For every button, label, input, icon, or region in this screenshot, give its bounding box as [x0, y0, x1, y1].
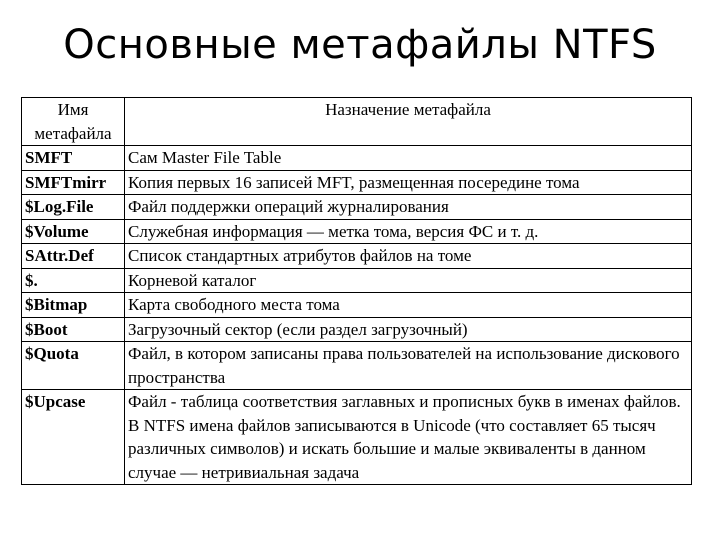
metafile-purpose: Загрузочный сектор (если раздел загрузочный) [125, 317, 692, 342]
metafile-name: $Quota [22, 342, 125, 390]
metafile-purpose: Файл поддержки операций журналирования [125, 195, 692, 220]
metafile-purpose: Список стандартных атрибутов файлов на томе [125, 244, 692, 269]
table-row [22, 268, 692, 293]
table-row [22, 195, 692, 220]
column-header-name: Имя метафайла [22, 98, 125, 146]
metafile-name: $Upcase [22, 390, 125, 485]
metafile-name: SMFT [22, 146, 125, 171]
table-row [22, 342, 692, 390]
column-header-purpose: Назначение метафайла [125, 98, 692, 146]
table-row [22, 146, 692, 171]
table-row [22, 244, 692, 269]
metafile-purpose: Служебная информация — метка тома, версия ФС и т. д. [125, 219, 692, 244]
metafile-name: $. [22, 268, 125, 293]
table-row [22, 219, 692, 244]
table-row [22, 390, 692, 485]
metafile-purpose: Сам Master File Table [125, 146, 692, 171]
metafile-name: $Bitmap [22, 293, 125, 318]
metafile-purpose: Карта свободного места тома [125, 293, 692, 318]
metafile-name: $Volume [22, 219, 125, 244]
metafiles-table [21, 97, 692, 485]
table-row [22, 170, 692, 195]
metafile-name: SMFTmirr [22, 170, 125, 195]
metafile-purpose: Копия первых 16 записей MFT, размещенная посередине тома [125, 170, 692, 195]
metafile-purpose: Корневой каталог [125, 268, 692, 293]
metafile-purpose: Файл, в котором записаны права пользователей на использование дискового пространства [125, 342, 692, 390]
metafile-purpose: Файл - таблица соответствия заглавных и прописных букв в именах файлов. В NTFS имена файлов записываются в Unicode (что составляет 65 тысяч различных символов) и искать большие и малые эквиваленты в данном случае — нетривиальная задача [125, 390, 692, 485]
metafile-name: $Boot [22, 317, 125, 342]
page-title: Основные метафайлы NTFS [63, 22, 657, 68]
table-row [22, 317, 692, 342]
metafile-name: SAttr.Def [22, 244, 125, 269]
metafile-name: $Log.File [22, 195, 125, 220]
table-row [22, 293, 692, 318]
table-header-row [22, 98, 692, 146]
